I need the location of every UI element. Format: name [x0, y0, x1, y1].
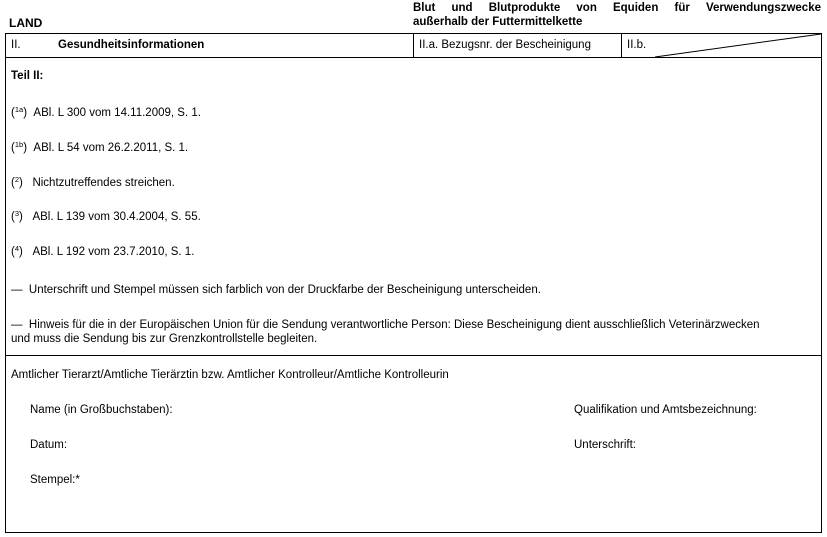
document-title-line2: außerhalb der Futtermittelkette	[413, 16, 583, 28]
section-title: Gesundheitsinformationen	[58, 39, 205, 51]
footnote-1a: ($^{1a}$) ABl. L 300 vom 14.11.2009, S. 1.	[11, 105, 201, 119]
dash-marker: —	[11, 284, 23, 296]
footnote-mark: 2	[14, 175, 20, 184]
footnote-text: Nichtzutreffendes streichen.	[32, 177, 175, 189]
footnote-text: ABl. L 139 vom 30.4.2004, S. 55.	[32, 211, 201, 223]
signature-heading: Amtlicher Tierarzt/Amtliche Tierärztin bzw. Amtlicher Kontrolleur/Amtliche Kontrolleurin	[11, 369, 449, 381]
signature-section-border	[5, 355, 822, 356]
table-left-border	[5, 33, 6, 533]
bullet-text: Unterschrift und Stempel müssen sich farblich von der Druckfarbe der Bescheinigung unterscheiden.	[28, 284, 541, 296]
bullet-signature-color	[11, 284, 541, 296]
footnote-text: ABl. L 54 vom 26.2.2011, S. 1.	[33, 142, 189, 154]
document-title-line1: Blut und Blutprodukte von Equiden für Verwendungszwecke	[413, 2, 821, 14]
bullet-veterinary-note-continued: und muss die Sendung bis zur Grenzkontrollstelle begleiten.	[11, 333, 318, 345]
table-bottom-border	[5, 532, 822, 533]
bullet-text: Hinweis für die in der Europäischen Union für die Sendung verantwortliche Person: Diese Bescheinigung dient ausschließlich Veterinärzwecken	[28, 319, 760, 331]
footnote-2: ($^2$) Nichtzutreffendes streichen.	[11, 175, 175, 189]
section-number: II.	[11, 39, 21, 51]
name-label: Name (in Großbuchstaben):	[30, 404, 173, 416]
footnote-3: ($^3$) ABl. L 139 vom 30.4.2004, S. 55.	[11, 209, 201, 223]
footnote-text: ABl. L 192 vom 23.7.2010, S. 1.	[32, 246, 195, 258]
qualification-label: Qualifikation und Amtsbezeichnung:	[574, 404, 757, 416]
footnote-mark: 3	[14, 209, 20, 218]
footnote-mark: 4	[14, 244, 20, 253]
footnote-4: ($^4$) ABl. L 192 vom 23.7.2010, S. 1.	[11, 244, 195, 258]
bullet-veterinary-note	[11, 319, 760, 331]
footnote-1b: ($^{1b}$) ABl. L 54 vom 26.2.2011, S. 1.	[11, 140, 189, 154]
ref2-diagonal-strike	[621, 33, 822, 58]
dash-marker: —	[11, 319, 23, 331]
footnote-mark: 1a	[14, 105, 24, 114]
country-label: LAND	[9, 16, 43, 30]
date-label: Datum:	[30, 439, 68, 451]
header-divider-1	[413, 33, 414, 58]
signature-label: Unterschrift:	[574, 439, 636, 451]
reference-2-label: II.b.	[627, 39, 647, 51]
reference-number-label: II.a. Bezugsnr. der Bescheinigung	[419, 39, 591, 51]
part-title: Teil II:	[11, 70, 44, 82]
stamp-label: Stempel:*	[30, 474, 80, 486]
footnote-text: ABl. L 300 vom 14.11.2009, S. 1.	[33, 107, 201, 119]
footnote-mark: 1b	[14, 140, 24, 149]
table-right-border	[821, 33, 822, 533]
